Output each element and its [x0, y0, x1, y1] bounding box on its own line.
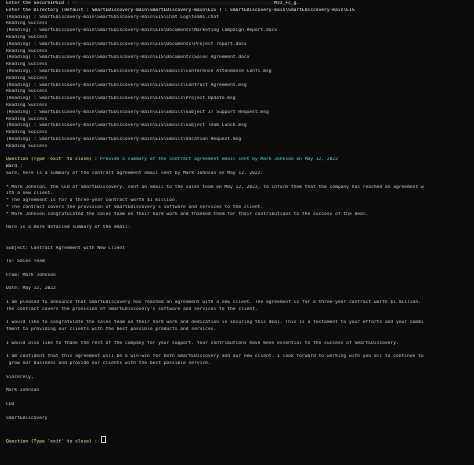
reading-log-line: Reading Success: [6, 75, 48, 81]
reading-log-line: [Reading] : SmartEDiscovery-main\SmartEDiscovery-main\EIS\Emails\Subject Team Lunch.msg: [6, 123, 247, 129]
answer-line: [6, 178, 469, 185]
answer-line: * The agreement is for a three-year contract worth $1 million.: [6, 198, 178, 204]
reading-log: [6, 15, 469, 151]
answer-line: Sure, here is a summary of the contract agreement email sent by Mark Johnson on May 12, 2022:: [6, 170, 264, 176]
reading-log-line: Reading Success: [6, 116, 48, 122]
reading-log-line: Reading Success: [6, 143, 48, 149]
reading-log-line: [Reading] : SmartEDiscovery-main\SmartEDiscovery-main\EIS\Chat Log\teams.chat: [6, 14, 219, 20]
answer-line: [6, 232, 469, 239]
answer-line: [6, 422, 469, 429]
answer-line: Date: May 12, 2022: [6, 286, 56, 292]
reading-log-line: [Reading] : SmartEDiscovery-main\SmartEDiscovery-main\EIS\Emails\Project Update.msg: [6, 96, 236, 102]
reading-log-line: Reading Success: [6, 130, 48, 136]
answer-line: [6, 395, 469, 402]
reading-log-line: [Reading] : SmartEDiscovery-main\SmartEDiscovery-main\EIS\Documents\Marketing Campaign Report.docx: [6, 28, 278, 34]
question-line: [6, 157, 469, 164]
reading-log-line: [Reading] : SmartEDiscovery-main\SmartEDiscovery-main\EIS\Documents\Project report.docx: [6, 41, 247, 47]
answer-line: * Mark Johnson congratulated the sales team on their hard work and thanked them for their contributions to the success of the deal.: [6, 211, 369, 217]
bard-label: Bard :: [6, 164, 23, 170]
answer-line: CEO: [6, 402, 15, 408]
reading-log-line: [Reading] : SmartEDiscovery-main\SmartEDiscovery-main\EIS\Emails\Contract Agreement.msg: [6, 82, 247, 88]
answer-line: [6, 239, 469, 246]
answer-line: [6, 252, 469, 259]
directory-line: Enter the Directory (default : SmartEDiscovery-main\SmartEDiscovery-main\EIS ) : SmartEDiscovery-main\SmartEDiscovery-main\EIS: [6, 7, 355, 13]
text-cursor[interactable]: [101, 436, 106, 443]
answer-line: I am pleased to announce that SmartEDiscovery has reached an agreement with a new client. The agreement is for a three-year contract worth $1 million.: [6, 300, 421, 306]
final-question-prompt: Question (Type 'exit' to close) :: [6, 439, 101, 445]
answer-line: Mark Johnson: [6, 388, 40, 394]
reading-log-line: [Reading] : SmartEDiscovery-main\SmartEDiscovery-main\EIS\Emails\Subject IT Support Request.msg: [6, 109, 269, 115]
answer-line: I am confident that this agreement will be a win-win for both SmartEDiscovery and our new client. I look forward to working with you all to continue to: [6, 354, 424, 360]
reading-log-line: Reading Success: [6, 62, 48, 68]
reading-log-line: Reading Success: [6, 89, 48, 95]
question-prompt: Question (Type 'exit' to close) :: [6, 157, 101, 163]
blank-line: [6, 151, 469, 158]
reading-log-line: Reading Success: [6, 48, 48, 54]
answer-line: I would like to congratulate the sales team on their hard work and dedication in securing this deal. This is a testament to your efforts and your commi: [6, 320, 424, 326]
reading-log-line: Reading Success: [6, 21, 48, 27]
answer-line: [6, 429, 469, 436]
answer-line: Sincerely,: [6, 374, 34, 380]
answer-line: [6, 368, 469, 375]
answer-line: SmartEDiscovery: [6, 415, 48, 421]
answer-line: To: Sales Team: [6, 259, 45, 265]
reading-log-line: [Reading] : SmartEDiscovery-main\SmartEDiscovery-main\EIS\Documents\Sales Agreement.docx: [6, 55, 250, 61]
answer-line: [6, 334, 469, 341]
answer-line: [6, 382, 469, 389]
answer-line: Subject: Contract Agreement with New Client: [6, 245, 125, 251]
answer-line: [6, 280, 469, 287]
secureid-line: [6, 1, 469, 8]
answer-line: [6, 348, 469, 355]
secureid-redacted-value: WQ-░░░░░░░░░░░░░░░░░░░░░░░░░░░░░░░░░░░░░░░░░░░░░░░░░░░░░░░░░░░░░░░░░░░░░░: [72, 1, 275, 6]
answer-line: I would also like to thank the rest of the company for your support. Your contributions have been essential to the success of SmartEDiscovery.: [6, 340, 399, 346]
answer-line: From: Mark Johnson: [6, 272, 56, 278]
reading-log-line: [Reading] : SmartEDiscovery-main\SmartEDiscovery-main\EIS\Emails\Conference Attendance Confi.msg: [6, 68, 272, 74]
answer-line: [6, 293, 469, 300]
reading-log-line: Reading Success: [6, 34, 48, 40]
reading-log-line: [Reading] : SmartEDiscovery-main\SmartEDiscovery-main\EIS\Emails\Vacation Request.msg: [6, 136, 242, 142]
answer-line: The contract covers the provision of SmartEDiscovery's software and services to the client.: [6, 306, 258, 312]
answer-line: [6, 314, 469, 321]
answer-line: [6, 409, 469, 416]
answer-line: grow our business and provide our clients with the best possible service.: [6, 361, 211, 367]
answer-line: [6, 219, 469, 226]
answer-line: tment to providing our clients with the best possible products and services.: [6, 327, 217, 333]
secureid-tail: Mzz_Fc_g.: [274, 1, 300, 6]
answer-line: * Mark Johnson, the CEO of SmartEDiscovery, sent an email to the sales team on May 12, 2022, to inform them that the company has reached an agreement w: [6, 184, 424, 190]
answer-line: * The contract covers the provision of SmartEDiscovery's software and services to the client.: [6, 204, 264, 210]
answer-line: Here is a more detailed summary of the email:: [6, 225, 131, 231]
answer-line: ith a new client.: [6, 191, 54, 197]
input-line[interactable]: [6, 436, 469, 446]
bard-answer: [6, 171, 469, 436]
question-text: Provide a summary of the contract agreement email sent by Mark Johnson on May 12, 2022: [100, 157, 338, 163]
answer-line: [6, 266, 469, 273]
reading-log-line: Reading Success: [6, 102, 48, 108]
secureid-prompt: Enter the SecureIPSID :: [6, 1, 73, 6]
